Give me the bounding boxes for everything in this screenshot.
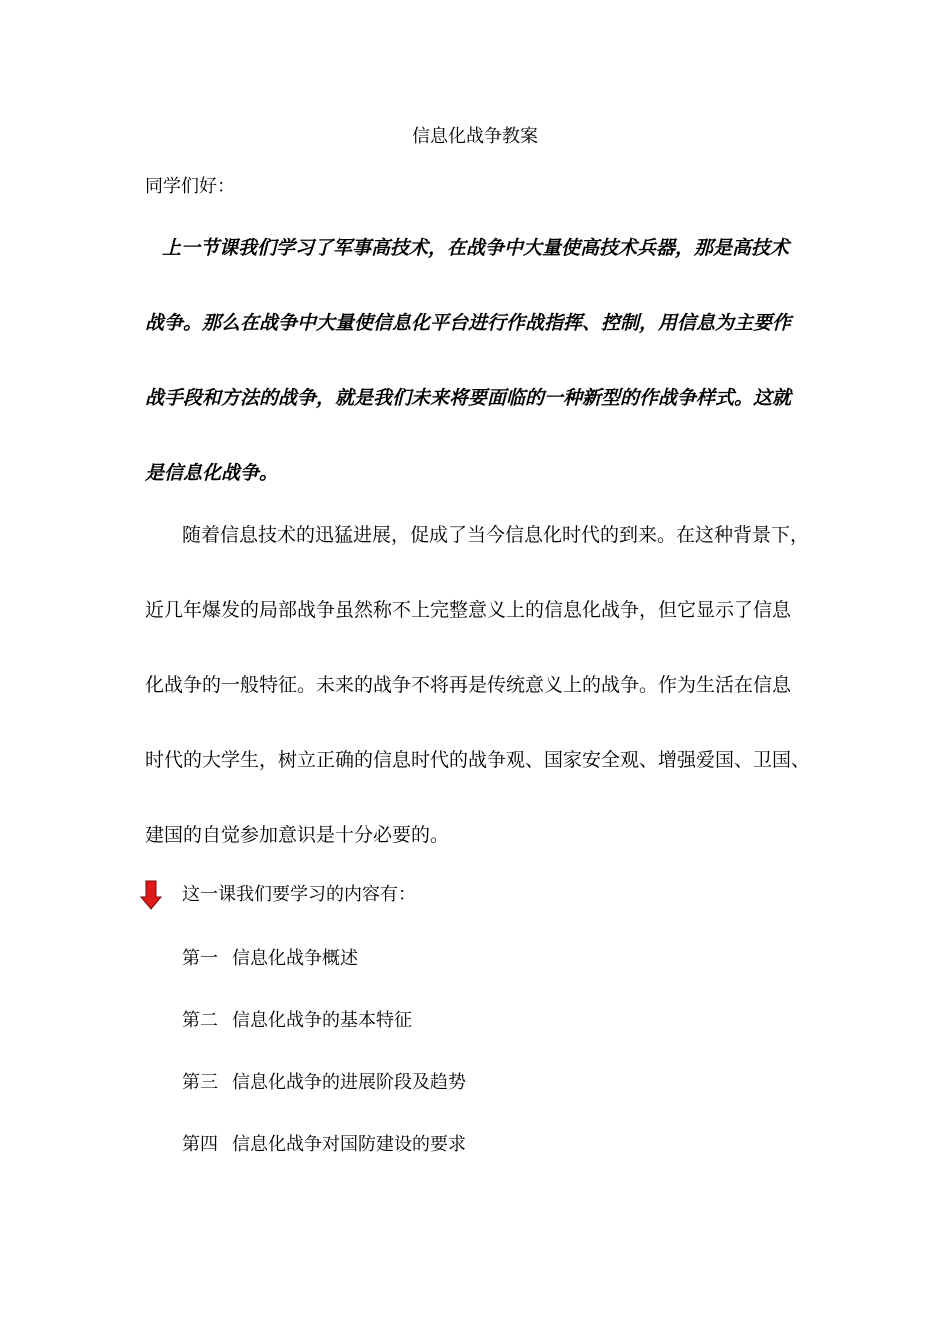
intro-line: 战争。那么在战争中大量使信息化平台进行作战指挥、控制，用信息为主要作 xyxy=(145,312,792,334)
body-line: 近几年爆发的局部战争虽然称不上完整意义上的信息化战争，但它显示了信息 xyxy=(145,599,792,621)
body-line: 建国的自觉参加意识是十分必要的。 xyxy=(145,824,450,846)
toc-item xyxy=(182,1008,412,1034)
toc-number: 第二 xyxy=(182,1010,218,1031)
intro-line: 战手段和方法的战争，就是我们未来将要面临的一种新型的作战争样式。这就 xyxy=(145,387,792,409)
document-title: 信息化战争教案 xyxy=(412,126,538,147)
toc-text: 信息化战争的基本特征 xyxy=(232,1010,412,1031)
content-list-intro xyxy=(140,880,416,910)
greeting: 同学们好： xyxy=(145,176,235,197)
red-down-arrow-icon xyxy=(140,880,162,910)
toc-item xyxy=(182,1070,466,1096)
intro-line: 上一节课我们学习了军事高技术，在战争中大量使高技术兵器，那是高技术 xyxy=(162,237,790,259)
toc-number: 第四 xyxy=(182,1134,218,1155)
body-line: 化战争的一般特征。未来的战争不将再是传统意义上的战争。作为生活在信息 xyxy=(145,674,792,696)
body-line: 时代的大学生，树立正确的信息时代的战争观、国家安全观、增强爱国、卫国、 xyxy=(145,749,811,771)
toc-text: 信息化战争对国防建设的要求 xyxy=(232,1134,466,1155)
toc-text: 信息化战争概述 xyxy=(232,948,358,969)
toc-text: 信息化战争的进展阶段及趋势 xyxy=(232,1072,466,1093)
toc-item xyxy=(182,1132,466,1158)
toc-number: 第一 xyxy=(182,948,218,969)
toc-number: 第三 xyxy=(182,1072,218,1093)
bullet-text: 这一课我们要学习的内容有： xyxy=(182,884,416,905)
body-line: 随着信息技术的迅猛进展，促成了当今信息化时代的到来。在这种背景下， xyxy=(182,524,810,546)
intro-line: 是信息化战争。 xyxy=(145,462,279,484)
toc-item xyxy=(182,946,358,972)
